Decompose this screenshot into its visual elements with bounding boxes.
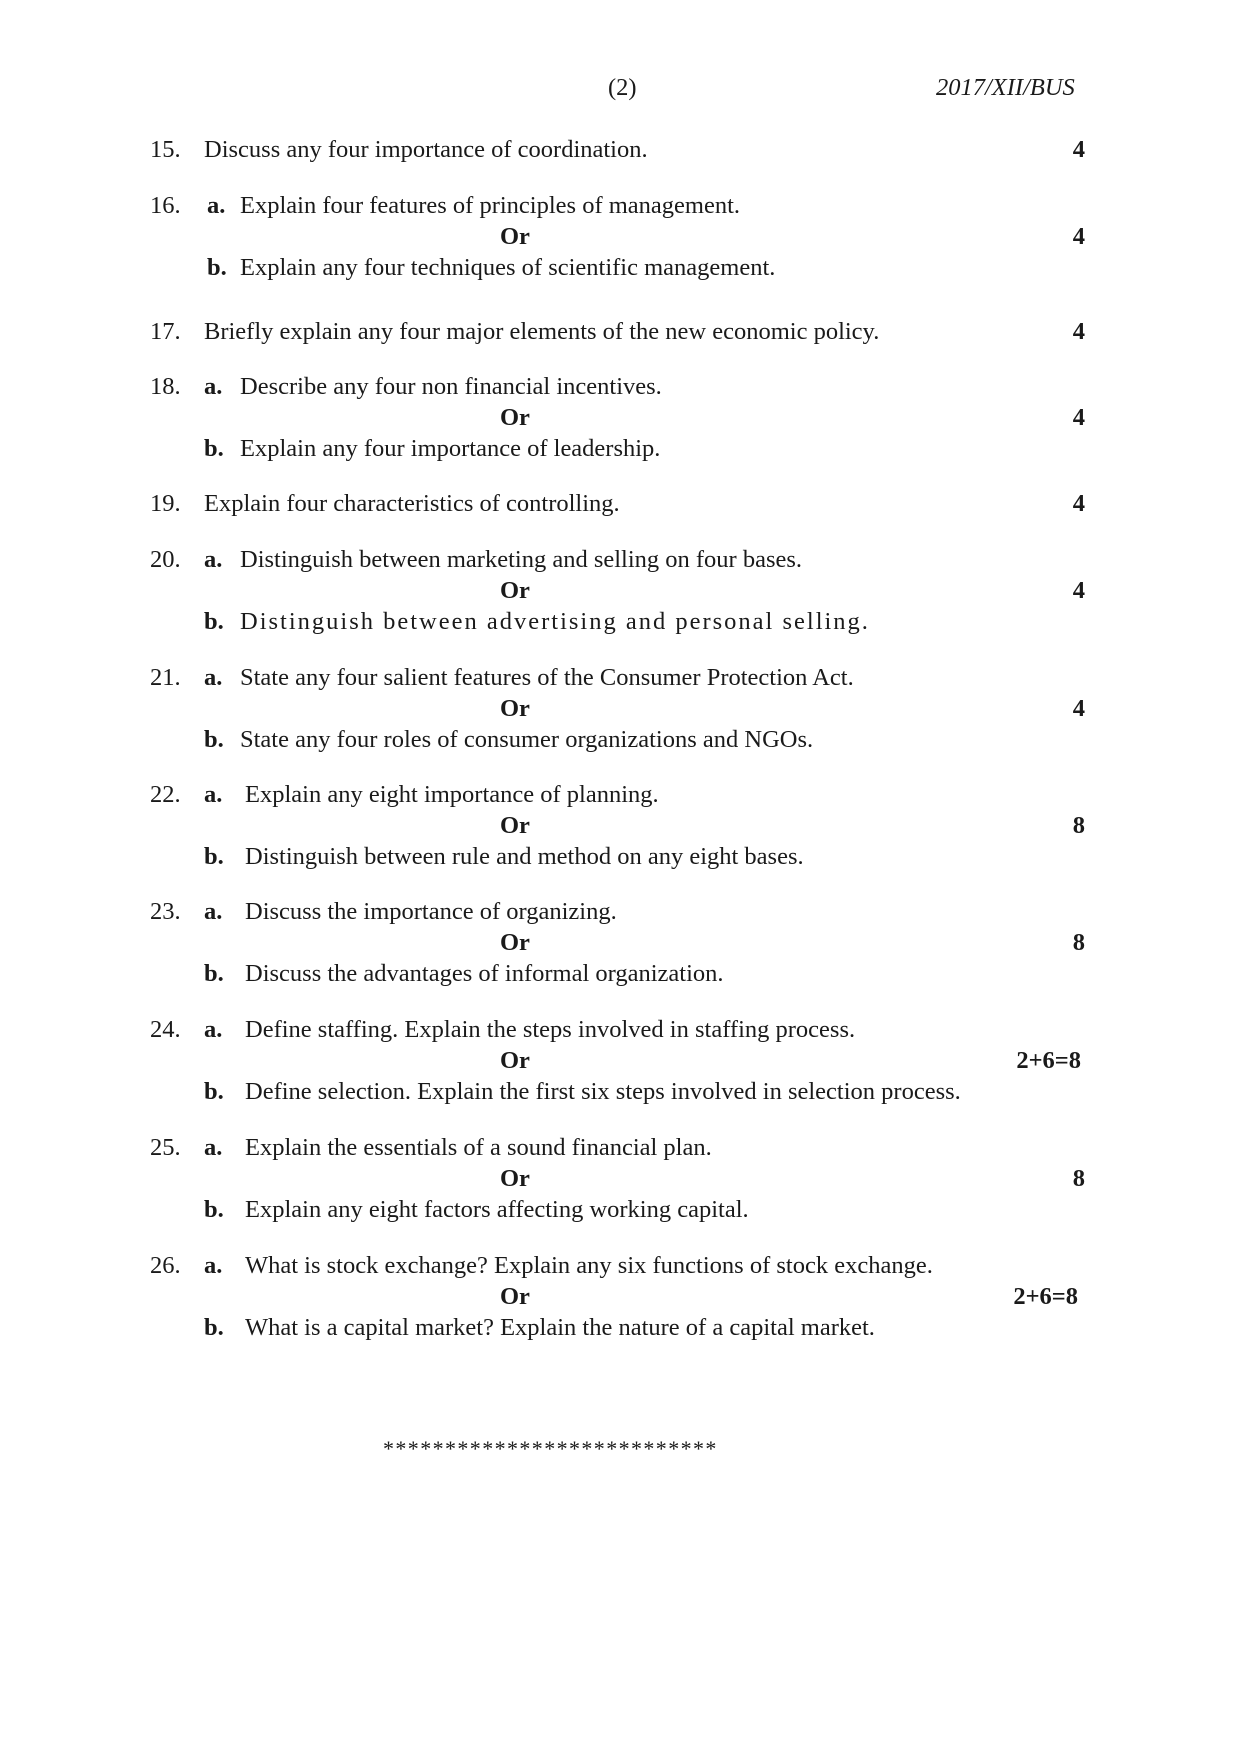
- option-a-label: a.: [204, 1252, 223, 1279]
- question-26: [0, 1252, 1240, 1341]
- question-21: [0, 664, 1240, 753]
- question-marks: 4: [1072, 318, 1085, 345]
- question-marks: 2+6=8: [1013, 1283, 1078, 1310]
- question-marks: 4: [1072, 577, 1085, 604]
- or-separator: Or: [500, 1283, 530, 1310]
- question-text: Discuss any four importance of coordination.: [204, 136, 648, 163]
- paper-code: 2017/XII/BUS: [936, 74, 1075, 101]
- question-number: 26.: [150, 1252, 181, 1279]
- question-number: 21.: [150, 664, 181, 691]
- question-text: Explain four characteristics of controlling.: [204, 490, 620, 517]
- or-separator: Or: [500, 223, 530, 250]
- option-b-label: b.: [204, 608, 224, 635]
- option-b-label: b.: [204, 1078, 224, 1105]
- or-separator: Or: [500, 812, 530, 839]
- option-b-text: What is a capital market? Explain the nature of a capital market.: [245, 1314, 875, 1341]
- question-marks: 2+6=8: [1016, 1047, 1081, 1074]
- option-b-text: State any four roles of consumer organizations and NGOs.: [240, 726, 814, 753]
- option-b-label: b.: [204, 435, 224, 462]
- option-a-label: a.: [207, 192, 226, 219]
- question-16: [0, 192, 1240, 281]
- question-number: 20.: [150, 546, 181, 573]
- question-number: 23.: [150, 898, 181, 925]
- question-marks: 4: [1072, 223, 1085, 250]
- question-17: [0, 318, 1240, 345]
- option-a-text: Define staffing. Explain the steps involved in staffing process.: [245, 1016, 856, 1043]
- question-15: [0, 136, 1240, 163]
- option-a-text: Describe any four non financial incentives.: [240, 373, 662, 400]
- question-number: 19.: [150, 490, 181, 517]
- option-a-label: a.: [204, 546, 223, 573]
- question-24: [0, 1016, 1240, 1105]
- option-b-label: b.: [204, 1196, 224, 1223]
- question-number: 22.: [150, 781, 181, 808]
- option-a-label: a.: [204, 781, 223, 808]
- question-19: [0, 490, 1240, 517]
- option-b-label: b.: [204, 1314, 224, 1341]
- question-number: 25.: [150, 1134, 181, 1161]
- or-separator: Or: [500, 1165, 530, 1192]
- option-a-label: a.: [204, 898, 223, 925]
- option-b-label: b.: [204, 843, 224, 870]
- question-23: [0, 898, 1240, 987]
- option-b-text: Distinguish between rule and method on any eight bases.: [245, 843, 804, 870]
- option-a-text: What is stock exchange? Explain any six functions of stock exchange.: [245, 1252, 933, 1279]
- option-b-label: b.: [204, 726, 224, 753]
- question-number: 18.: [150, 373, 181, 400]
- option-b-text: Explain any eight factors affecting working capital.: [245, 1196, 749, 1223]
- question-marks: 8: [1072, 1165, 1085, 1192]
- option-a-text: Explain any eight importance of planning.: [245, 781, 659, 808]
- option-b-text: Define selection. Explain the first six steps involved in selection process.: [245, 1078, 961, 1105]
- option-a-text: State any four salient features of the Consumer Protection Act.: [240, 664, 854, 691]
- question-marks: 8: [1072, 812, 1085, 839]
- or-separator: Or: [500, 577, 530, 604]
- option-b-text: Explain any four techniques of scientific management.: [240, 254, 776, 281]
- option-a-text: Explain the essentials of a sound financial plan.: [245, 1134, 712, 1161]
- question-22: [0, 781, 1240, 870]
- question-20: [0, 546, 1240, 635]
- option-a-text: Distinguish between marketing and selling on four bases.: [240, 546, 803, 573]
- option-b-label: b.: [204, 960, 224, 987]
- question-marks: 4: [1072, 490, 1085, 517]
- question-marks: 4: [1072, 136, 1085, 163]
- option-a-label: a.: [204, 1016, 223, 1043]
- option-b-text: Distinguish between advertising and personal selling.: [240, 608, 870, 635]
- question-number: 15.: [150, 136, 181, 163]
- page-number: (2): [608, 74, 637, 101]
- question-marks: 4: [1072, 404, 1085, 431]
- question-marks: 8: [1072, 929, 1085, 956]
- option-a-label: a.: [204, 664, 223, 691]
- option-b-text: Discuss the advantages of informal organization.: [245, 960, 724, 987]
- option-a-label: a.: [204, 1134, 223, 1161]
- option-a-text: Explain four features of principles of management.: [240, 192, 741, 219]
- or-separator: Or: [500, 695, 530, 722]
- option-a-label: a.: [204, 373, 223, 400]
- or-separator: Or: [500, 1047, 530, 1074]
- option-b-label: b.: [207, 254, 227, 281]
- option-b-text: Explain any four importance of leadership.: [240, 435, 661, 462]
- question-number: 24.: [150, 1016, 181, 1043]
- question-18: [0, 373, 1240, 462]
- end-of-paper-marker: ***************************: [383, 1436, 718, 1461]
- or-separator: Or: [500, 929, 530, 956]
- question-number: 16.: [150, 192, 181, 219]
- question-text: Briefly explain any four major elements of the new economic policy.: [204, 318, 880, 345]
- or-separator: Or: [500, 404, 530, 431]
- option-a-text: Discuss the importance of organizing.: [245, 898, 617, 925]
- question-25: [0, 1134, 1240, 1223]
- question-marks: 4: [1072, 695, 1085, 722]
- question-number: 17.: [150, 318, 181, 345]
